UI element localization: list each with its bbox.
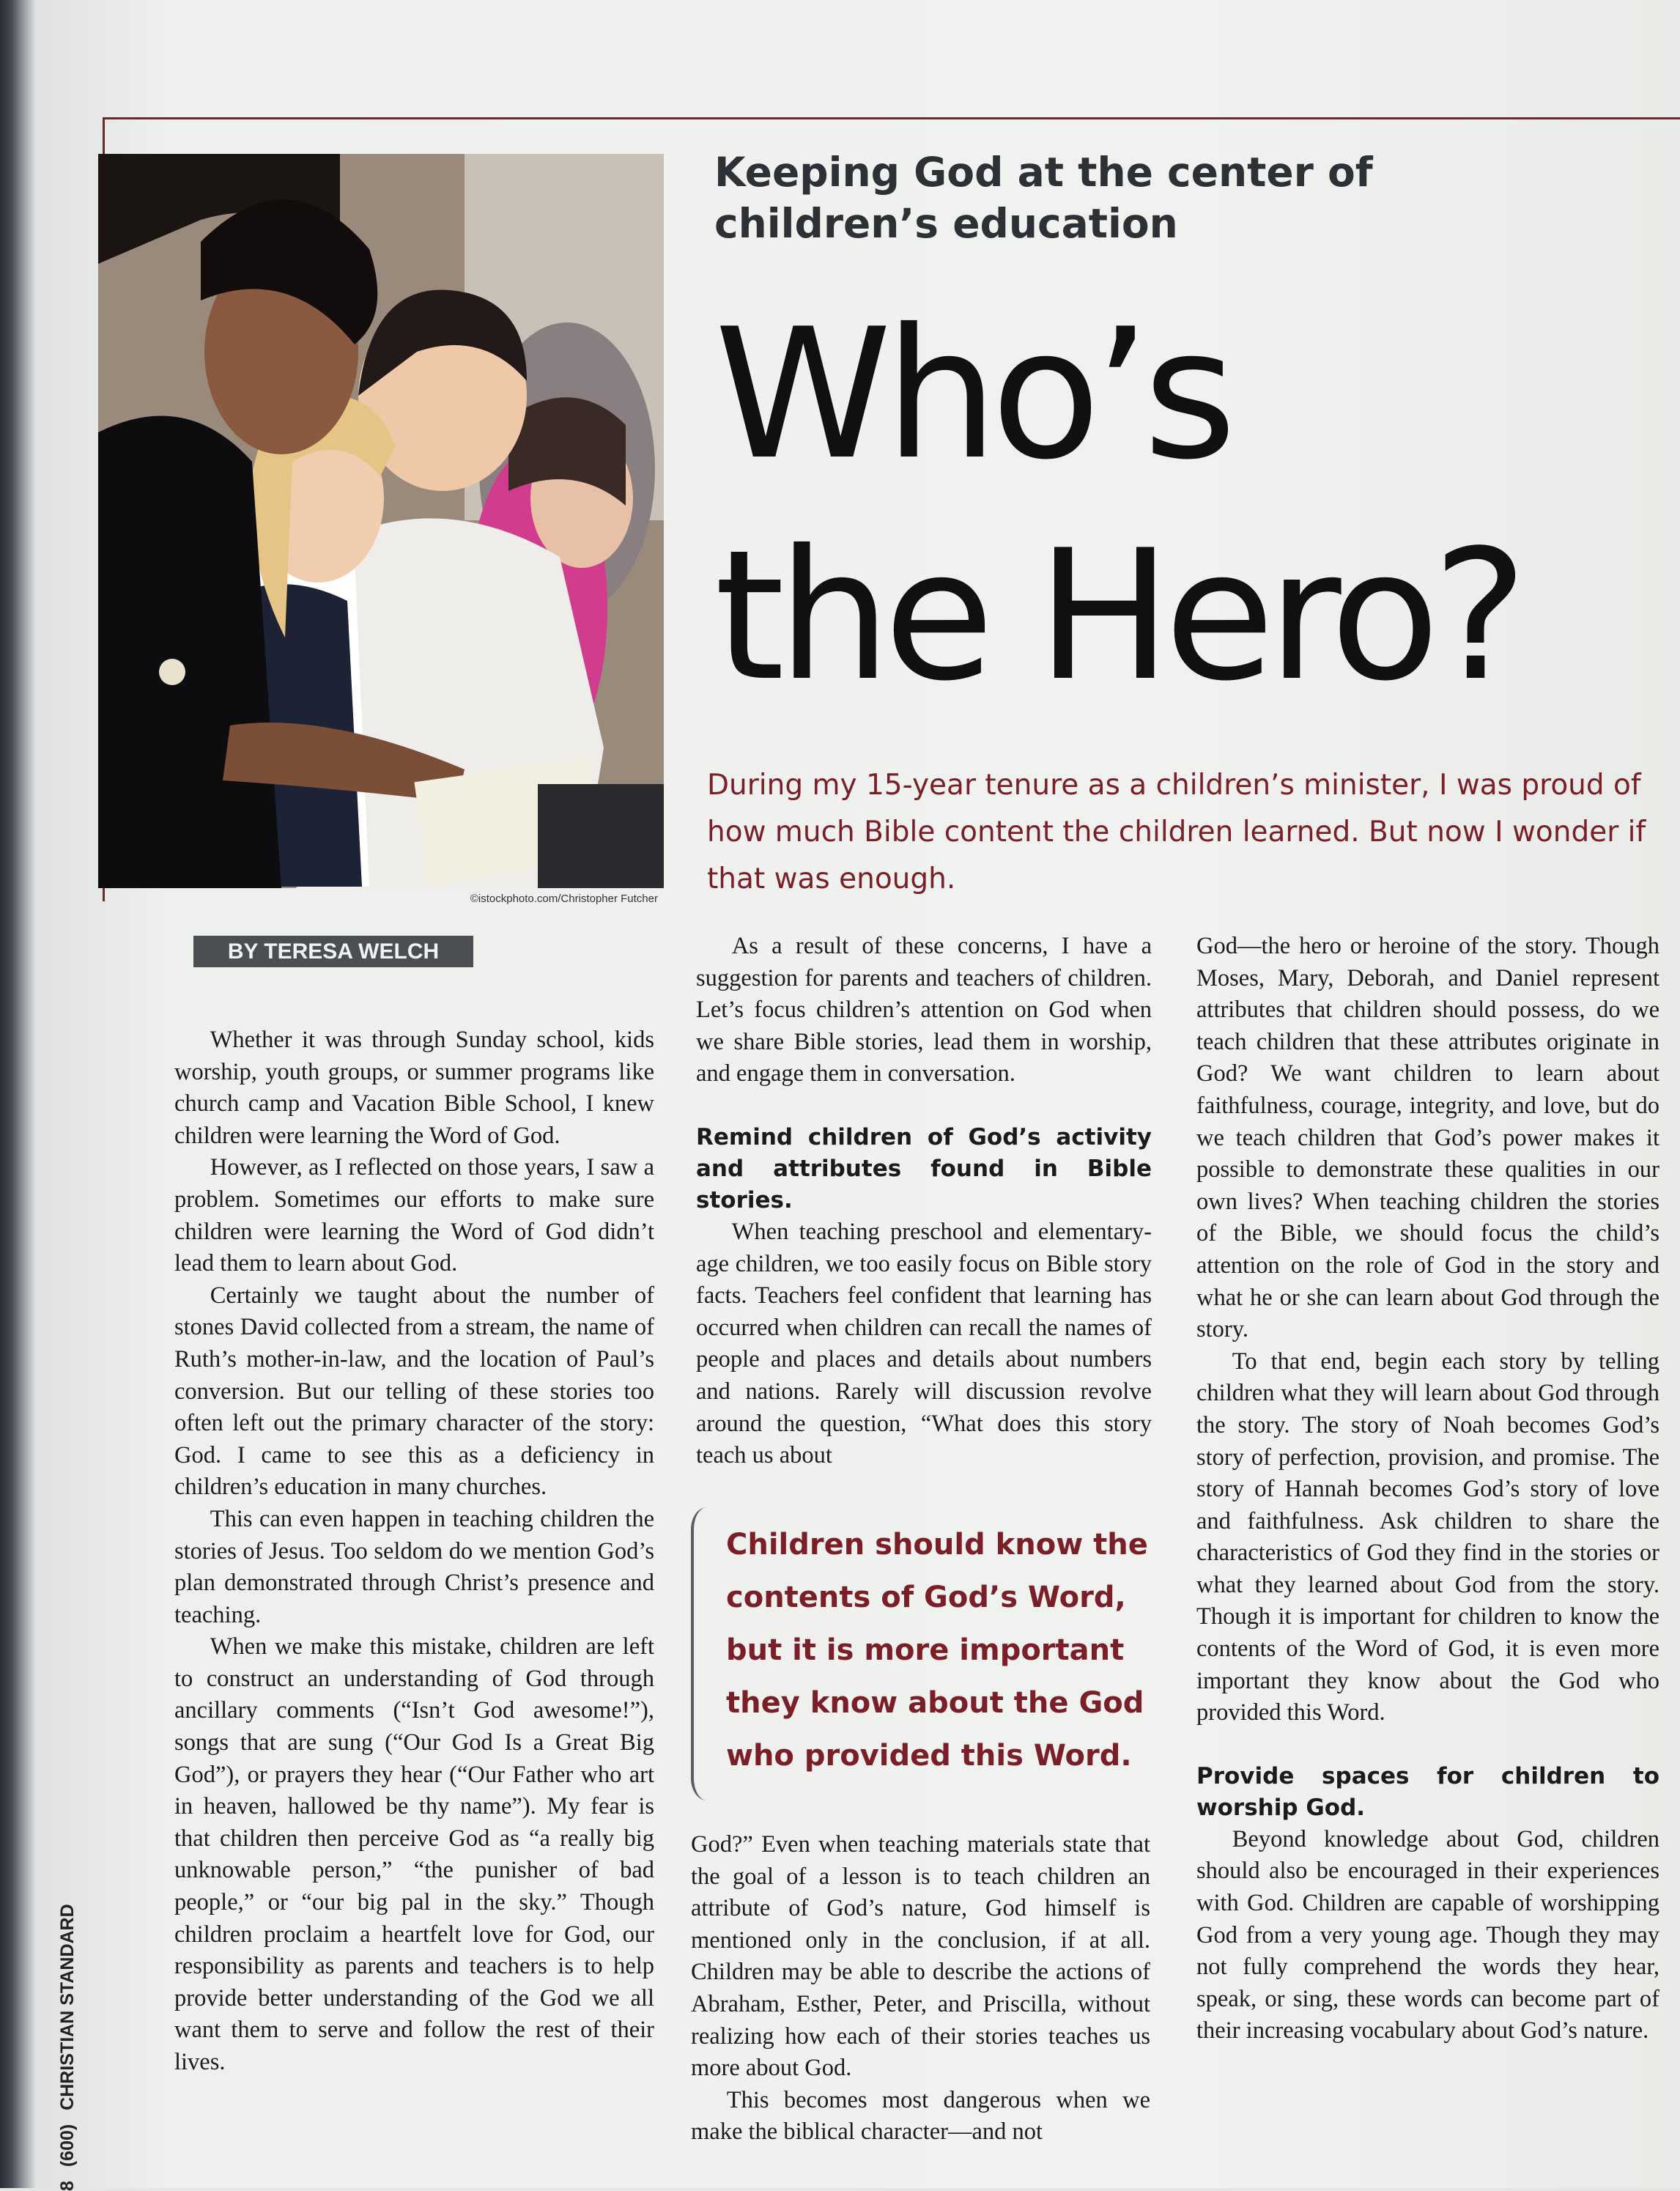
article-dek: During my 15-year tenure as a children’s minister, I was proud of how much Bible content the children learned. But now I wonder if that was enough. — [707, 769, 1646, 895]
page-folio — [57, 1869, 86, 2191]
page-number: 8 — [57, 2181, 78, 2191]
paragraph: God?” Even when teaching materials state that the goal of a lesson is to teach children an attribute of God’s nature, God himself is mentioned only in the conclusion, if at all. Children may be able to describe the actions of Abraham, Esther, Peter, and Priscilla, without realizing how each of their stories teaches us more about God. — [691, 1831, 1150, 2082]
pull-quote-text: Children should know the contents of God’s Word, but it is more important they know about the God who provided this Word. — [726, 1528, 1148, 1773]
body-column-1 — [174, 1024, 654, 2079]
article-title — [714, 284, 1667, 727]
pull-quote-bracket — [691, 1507, 710, 1800]
paragraph: This can even happen in teaching children the stories of Jesus. Too seldom do we mention God’s plan demonstrated through Christ’s presence and teaching. — [174, 1505, 654, 1628]
issue-number: (600) — [57, 2124, 78, 2168]
paragraph: When we make this mistake, children are left to construct an understanding of God through ancillary comments (“Isn’t God awesome!”), songs that are sung (“Our God Is a Great Big God”), or prayers they hear (“Our Father who art in heaven, hallowed be thy name”). My fear is that children then perceive God as “a really big unknowable person,” “the punisher of bad people,” or “our big pal in the sky.” Though children proclaim a heartfelt love for God, our responsibility as parents and teachers is to help provide better understanding of the God we all want them to serve and follow the rest of their lives. — [174, 1633, 654, 2075]
paragraph: To that end, begin each story by telling children what they will learn about God through the story. The story of Noah becomes God’s story of perfection, provision, and promise. The story of Hannah becomes God’s story of love and faithfulness. Ask children to share the characteristics of God they find in the stories or what they learned about God from the story. Though it is important for children to know the contents of the Word of God, it is even more important they know about the God who provided this Word. — [1196, 1348, 1659, 1726]
article-kicker: Keeping God at the center of children’s education — [714, 149, 1373, 247]
section-heading: Provide spaces for children to worship God. — [1196, 1762, 1659, 1821]
paragraph: However, as I reflected on those years, I saw a problem. Sometimes our efforts to make sure children were learning the Word of God didn’t lead them to learn about God. — [174, 1154, 654, 1277]
paragraph: Whether it was through Sunday school, kids worship, youth groups, or summer programs like church camp and Vacation Bible School, I knew children were learning the Word of God. — [174, 1027, 654, 1149]
section-heading: Remind children of God’s activity and attributes found in Bible stories. — [696, 1123, 1152, 1213]
paragraph: As a result of these concerns, I have a suggestion for parents and teachers of children. Let’s focus children’s attention on God when we share Bible stories, lead them in worship, and engage them in conversation. — [696, 933, 1152, 1087]
body-column-2-bottom — [691, 1829, 1150, 2148]
pull-quote — [691, 1504, 1160, 1804]
title-line-1: Who’s — [714, 290, 1229, 499]
publication-name: CHRISTIAN STANDARD — [57, 1904, 78, 2110]
paragraph: God—the hero or heroine of the story. Though Moses, Mary, Deborah, and Daniel represent attributes that children should possess, do we teach children that these attributes originate in God? We want children to learn about faithfulness, courage, integrity, and love, but do we teach children that God’s power makes it possible to demonstrate these qualities in our own lives? When teaching children the stories of the Bible, we should focus the child’s attention on the role of God in the story and what he or she can learn about God through the story. — [1196, 933, 1659, 1343]
paragraph: Beyond knowledge about God, children should also be encouraged in their experiences with God. Children are capable of worshipping God from a very young age. Though they may not fully comprehend the words they hear, speak, or sing, these words can become part of their increasing vocabulary about God’s nature. — [1196, 1825, 1659, 2044]
photo-credit: ©istockphoto.com/Christopher Futcher — [470, 893, 658, 905]
magazine-spine — [0, 0, 35, 2188]
byline: BY TERESA WELCH — [193, 936, 473, 967]
paragraph: This becomes most dangerous when we make the biblical character—and not — [691, 2086, 1150, 2146]
body-column-2-top — [696, 931, 1152, 1472]
title-line-2: the Hero? — [714, 511, 1521, 720]
children-reading-photo — [98, 154, 664, 888]
paragraph: Certainly we taught about the number of stones David collected from a stream, the name of Ruth’s mother-in-law, and the location of Paul’s conversion. But our telling of these stories too often left out the primary character of the story: God. I came to see this as a deficiency in children’s education in many churches. — [174, 1282, 654, 1501]
frame-rule-top — [103, 117, 1680, 119]
body-column-3 — [1196, 931, 1659, 2047]
paragraph: When teaching preschool and elementary-age children, we too easily focus on Bible story facts. Teachers feel confident that learning has occurred when children can recall the names of people and places and details about numbers and nations. Rarely will discussion revolve around the question, “What does this story teach us about — [696, 1218, 1152, 1469]
